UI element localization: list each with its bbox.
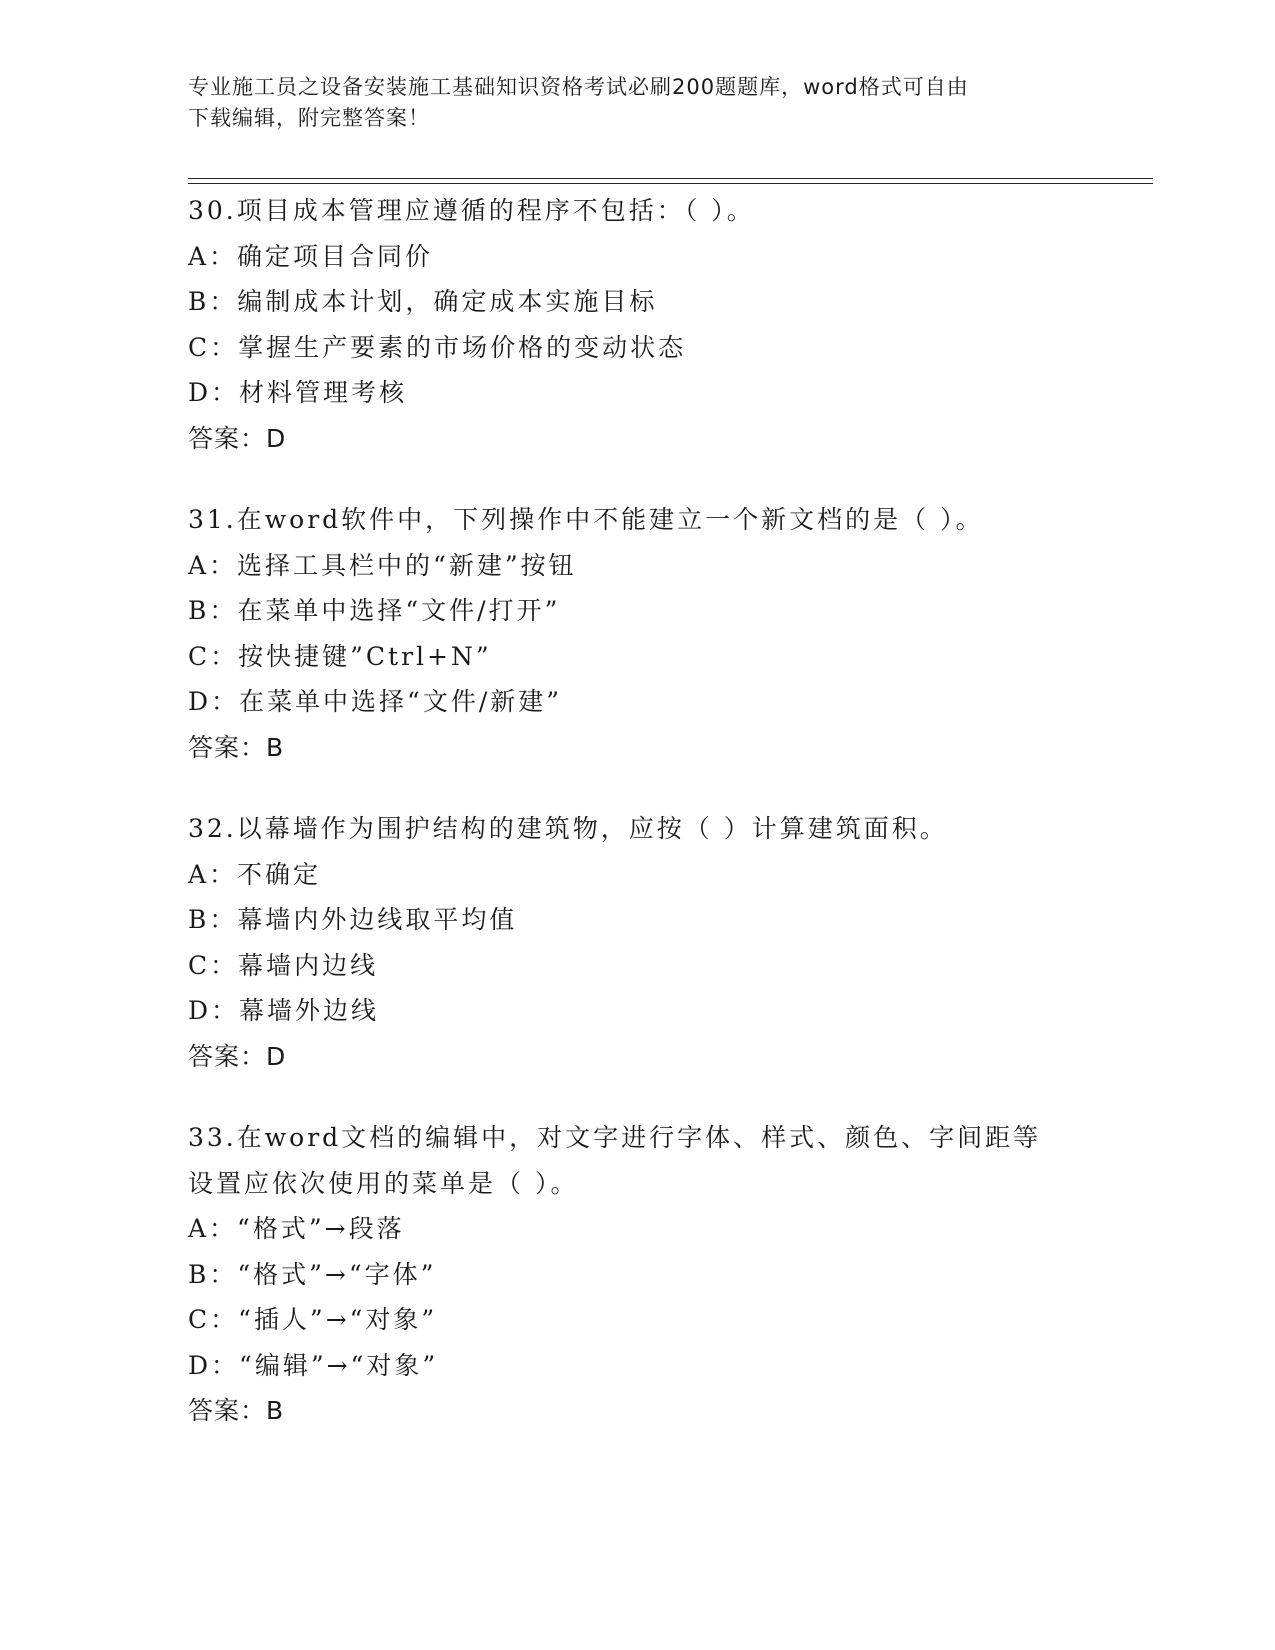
question-stem: 33.在word文档的编辑中，对文字进行字体、样式、颜色、字间距等: [188, 1123, 1042, 1152]
question-32: [188, 806, 1088, 1079]
answer: 答案：B: [188, 732, 285, 762]
option-d: D：材料管理考核: [188, 378, 408, 407]
option-c: C：按快捷键”Ctrl+N”: [188, 641, 492, 671]
option-b: B：“格式”→“字体”: [188, 1259, 437, 1289]
option-a: A：选择工具栏中的“新建”按钮: [188, 550, 577, 580]
question-stem: 31.在word软件中，下列操作中不能建立一个新文档的是（ ）。: [188, 505, 984, 534]
option-a: A：“格式”→段落: [188, 1214, 405, 1243]
question-stem: 30.项目成本管理应遵循的程序不包括：（ ）。: [188, 196, 755, 225]
option-b: B：在菜单中选择“文件/打开”: [188, 596, 561, 625]
answer: 答案：D: [188, 423, 287, 453]
question-31: [188, 497, 1088, 770]
option-c: C：掌握生产要素的市场价格的变动状态: [188, 332, 687, 362]
answer: 答案：B: [188, 1396, 285, 1425]
question-stem: 32.以幕墙作为围护结构的建筑物，应按（ ）计算建筑面积。: [188, 814, 948, 843]
option-a: A：确定项目合同价: [188, 241, 434, 271]
header-title-line-1: 专业施工员之设备安装施工基础知识资格考试必刷200题题库，word格式可自由: [188, 75, 969, 99]
question-33: [188, 1115, 1088, 1434]
option-b: B：编制成本计划，确定成本实施目标: [188, 287, 658, 316]
document-header: [188, 72, 1068, 134]
option-c: C：幕墙内边线: [188, 950, 379, 980]
question-30: [188, 188, 1088, 461]
option-b: B：幕墙内外边线取平均值: [188, 905, 518, 934]
answer: 答案：D: [188, 1041, 287, 1071]
question-stem-continued: 设置应依次使用的菜单是（ ）。: [188, 1168, 579, 1198]
header-divider: [188, 178, 1153, 179]
option-d: D：幕墙外边线: [188, 996, 380, 1025]
header-title-line-2: 下载编辑，附完整答案！: [188, 106, 430, 130]
header-divider-secondary: [188, 183, 1153, 184]
option-d: D：“编辑”→“对象”: [188, 1350, 439, 1380]
option-a: A：不确定: [188, 859, 322, 889]
question-list: [188, 188, 1088, 1470]
option-d: D：在菜单中选择“文件/新建”: [188, 687, 563, 716]
option-c: C：“插人”→“对象”: [188, 1305, 438, 1334]
